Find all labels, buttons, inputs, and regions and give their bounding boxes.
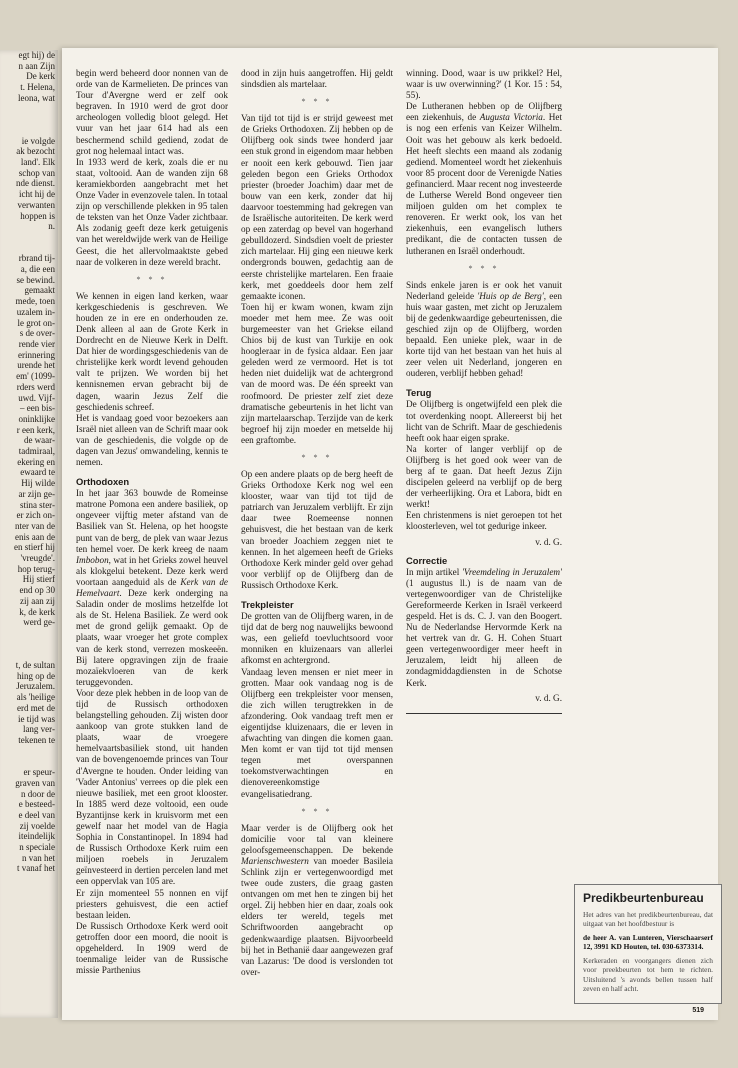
- subheading-orthodoxen: Orthodoxen: [76, 476, 130, 488]
- paragraph: dood in zijn huis aangetroffen. Hij geldt sindsdien als martelaar.: [241, 68, 393, 90]
- paragraph: Na korter of langer verblijf op de Olijfberg is het goed ook weer van de berg af te gaan. Dat heeft Jezus Zijn discipelen geleerd na verblijf op de berg der verheerlijking. Ora et Labora, bidt en werkt!: [406, 443, 562, 510]
- strip-text-line: iteindelijk: [18, 831, 55, 842]
- strip-text-line: e deel van: [18, 809, 55, 820]
- subheading-correctie: Correctie: [406, 554, 448, 566]
- paragraph: In mijn artikel 'Vreemdeling in Jeruzalem' (1 augustus ll.) is de naam van de vertegenwoordiger van de Christelijke Gereformeerde Kerken in Israël verkeerd gespeld. Het is ds. C. J. van den Boogert. Nu de Nederlandse Hervormde Kerk na het vertrek van dr. G. H. Cohen Stuart geen vertegenwoordiger meer heeft in Jeruzalem, leidt hij alleen de zondagmiddagdiensten in de Schotse Kerk.: [406, 566, 562, 688]
- strip-text-line: land'. Elk: [20, 157, 55, 168]
- strip-text-line: t vanaf het: [17, 863, 55, 874]
- strip-text-line: enis aan de: [15, 531, 55, 542]
- strip-text-line: erd met de: [17, 702, 55, 713]
- strip-text-line: t. Helena,: [20, 82, 55, 93]
- strip-text-line: uzalem in-: [16, 306, 55, 317]
- strip-text-line: de waar-: [23, 435, 55, 446]
- section-divider: * * *: [301, 453, 333, 462]
- strip-text-line: en stierf hij: [14, 542, 55, 553]
- strip-text-line: erinnering: [18, 349, 55, 360]
- section-divider: * * *: [301, 806, 333, 816]
- strip-text-line: ewaard te: [20, 467, 55, 478]
- paragraph: De Lutheranen hebben op de Olijfberg een ziekenhuis, de Augusta Victoria. Het is nog een erfenis van Keizer Wilhelm. Ooit was het gebouw als kerk bedoeld. Het heeft slechts een maand als zodanig gediend. Momenteel wordt het ziekenhuis voor 85 procent door de Verenigde Naties gefinancierd. Maar recent nog investeerde de Lutherse Wereld Bond ongeveer tien miljoen gulden om het complex te renoveren. Er werkt ook, los van het ziekenhuis, een evangelisch luthers predikant, die de contacten tussen de lutheranen en Israël onderhoudt.: [406, 101, 562, 256]
- strip-text-line: ar zijn ge-: [18, 488, 55, 499]
- column-1: [76, 68, 228, 988]
- strip-text-line: stina ster-: [19, 499, 55, 510]
- paragraph: De Russisch Orthodoxe Kerk werd ooit getroffen door een moord, die nooit is opgehelderd. In 1909 werd de toenmalige leider van de Russische missie Parthenius: [76, 920, 228, 976]
- strip-text-line: urende het: [17, 360, 55, 371]
- strip-text-line: se bewind.: [16, 274, 55, 285]
- strip-text-line: zij voelde: [19, 820, 55, 831]
- strip-text-line: De kerk: [26, 71, 55, 82]
- subheading-terug: Terug: [406, 387, 432, 399]
- strip-text-line: end op 30: [19, 585, 55, 596]
- strip-text-line: 'vreugde'.: [20, 553, 55, 564]
- strip-text-line: em' (1099-: [16, 371, 55, 382]
- author-signature: v. d. G.: [535, 692, 562, 703]
- subheading-trekpleister: Trekpleister: [241, 599, 294, 611]
- strip-text-line: rende vier: [18, 338, 55, 349]
- paragraph: De Olijfberg is ongetwijfeld een plek die tot overdenking noopt. Allereerst bij het licht van de Schrift. Maar de geschiedenis heeft ook haar eigen sprake.: [406, 399, 562, 443]
- strip-text-line: – een bis-: [20, 403, 55, 414]
- adjacent-page-strip: [0, 50, 58, 1018]
- strip-text-line: n aan Zijn: [18, 60, 55, 71]
- strip-text-line: n van het: [22, 852, 55, 863]
- strip-text-line: Hij stierf: [22, 574, 55, 585]
- paragraph: Van tijd tot tijd is er strijd geweest met de Grieks Orthodoxen. Zij hebben op de Olijfberg ook sinds twee honderd jaar een stuk grond in eigendom maar hebben er nooit een kerk gebouwd. Tien jaar geleden begon een Grieks Orthodox priester (broeder Joachim) daar met de bouw van een kerk, zonder dat hij daarvoor toestemming had gekregen van de Israëlische autoriteiten. De kerk werd op een zaterdag op bevel van hogerhand gebulldozerd. Sindsdien voelt de priester zich martelaar. Hij ging een nieuwe kerk ondergronds bouwen, gedachtig aan de eerste christelijke martelaren. Een fraaie kerk, met goeddeels door hem zelf gemaakte iconen.: [241, 113, 393, 301]
- strip-text-line: n.: [48, 221, 55, 232]
- strip-text-line: egt hij) de: [18, 50, 55, 60]
- strip-text-line: s de over-: [19, 328, 55, 339]
- paragraph: Op een andere plaats op de berg heeft de Grieks Orthodoxe Kerk nog wel een klooster, waar van tijd tot tijd de patriarch van Jeruzalem verblijft. Er zijn daar twee Roemeense nonnen gehuisvest, die het bestaan van de kerk van broeder Joachiem zeggen niet te kennen. In het algemeen heeft de Grieks Orthodoxe Kerk minder geld over gehad voor verblijf op de Olijfberg dan de Russisch Orthodoxe Kerk.: [241, 469, 393, 590]
- strip-text-line: [0, 649, 58, 660]
- strip-text-line: n door de: [21, 788, 55, 799]
- strip-text-line: er zich on-: [16, 510, 55, 521]
- strip-text-line: er speur-: [23, 767, 55, 778]
- paragraph: Toen hij er kwam wonen, kwam zijn moeder met hem mee. Ze was ooit burgemeester van het Griekse eiland Chios bij de kust van Turkije en ook hoogleraar in de fysica aldaar. Een jaar geleden werd ze vermoord. Het is tot heden niet duidelijk wat de achtergrond van de moord was. De één spreekt van roofmoord. De priester zelf ziet deze dramatische gebeurtenis in het licht van zijn martelaarschap. Terzijde van de kerk begroef hij zijn moeder en metselde hij een graftombe.: [241, 301, 393, 445]
- box-intro: Het adres van het predikbeurtenbureau, dat uitgaat van het hoofdbestuur is: [583, 910, 713, 929]
- strip-text-line: [0, 125, 58, 136]
- paragraph: Er zijn momenteel 55 nonnen en vijf priesters gehuisvest, die een actief bestaan leiden.: [76, 887, 228, 920]
- strip-text-line: tekenen te: [18, 735, 55, 745]
- strip-text-line: nde dienst.: [16, 178, 55, 189]
- strip-text-line: werd ge-: [23, 617, 55, 628]
- strip-text-line: tadmiraal,: [18, 446, 55, 457]
- strip-text-line: uwd. Vijf-: [18, 392, 55, 403]
- paragraph: Maar verder is de Olijfberg ook het domicilie voor tal van kleinere geloofsgemeenschappen. De bekende Marienschwestern van moeder Basileia Schlink zijn er vertegenwoordigd met twee oude zusters, die graag gasten ontvangen om met hen te zingen bij het orgel. Zij hebben hier en daar, zoals ook elders ter wereld, tegels met Schriftwoorden aangebracht op gedenkwaardige plaatsen. Bijvoorbeeld bij het in Bethanië daar aangewezen graf van Lazarus: 'De dood is verslonden tot over-: [241, 822, 393, 977]
- box-address: de heer A. van Lunteren, Vierschaarserf 12, 3991 KD Houten, tel. 030-6373314.: [583, 933, 713, 952]
- strip-text-line: r een kerk,: [16, 424, 55, 435]
- section-divider: * * *: [301, 97, 333, 107]
- box-note: Kerkeraden en voorgangers dienen zich voor preekbeurten tot hem te richten. Uitsluitend 's avonds bellen tussen half zeven en half acht.: [583, 956, 713, 993]
- strip-text-line: [0, 639, 58, 650]
- strip-text-line: zij aan zij: [20, 595, 55, 606]
- paragraph: Het is vandaag goed voor bezoekers aan Israël niet alleen van de Schrift maar ook van de geschiedenis, die volgde op de dagen van Jezus' omwandeling, kennis te nemen.: [76, 412, 228, 468]
- strip-text-line: rbrand tij-: [18, 253, 55, 264]
- strip-text-line: oninklijke: [18, 413, 55, 424]
- strip-text-line: lang ver-: [22, 724, 55, 735]
- strip-text-line: [0, 756, 58, 767]
- strip-text-line: [0, 104, 58, 115]
- strip-text-line: ie volgde: [21, 135, 55, 146]
- strip-text-line: [0, 746, 58, 757]
- strip-text-line: verwanten: [17, 199, 55, 210]
- paragraph: begin werd beheerd door nonnen van de orde van de Karmelieten. De princes van Tour d'Avergne werd er zelf ook begraven. In 1910 werd de grot door archeologen volledig bloot gelegd. Het vuur van het jaar 614 had als een beschermend schild gediend, zodat de grot nog helemaal intact was.: [76, 68, 228, 156]
- info-box-predikbeurtenbureau: [574, 884, 722, 1004]
- paragraph: winning. Dood, waar is uw prikkel? Hel, waar is uw overwinning?' (1 Kor. 15 : 54, 55).: [406, 68, 562, 101]
- box-title: Predikbeurtenbureau: [583, 891, 704, 905]
- strip-text-line: [0, 628, 58, 639]
- strip-text-line: Hij wilde: [21, 478, 55, 489]
- column-2: [241, 68, 393, 988]
- strip-text-line: graven van: [15, 777, 55, 788]
- strip-text-line: rders werd: [16, 381, 55, 392]
- strip-text-line: mede, toen: [15, 296, 55, 307]
- strip-text-line: ekering en: [17, 456, 55, 467]
- strip-text-line: schop van: [18, 167, 55, 178]
- column-3: [406, 68, 562, 988]
- strip-text-line: t, de sultan: [15, 660, 55, 671]
- strip-text-line: leona, wat: [18, 92, 55, 103]
- strip-text-line: ak bezocht: [16, 146, 55, 157]
- paragraph: Sinds enkele jaren is er ook het vanuit Nederland geleide 'Huis op de Berg', een huis waar gasten, met zicht op Jeruzalem bij de gedenkwaardige gebeurtenissen, die geschied zijn op de Olijfberg, worden bepaald. Een unieke plek, waar in de korte tijd van het bestaan van het huis al zeer velen uit Nederland, jongeren en ouderen, verblijf hebben gehad!: [406, 279, 562, 379]
- strip-text-line: [0, 232, 58, 243]
- strip-text-line: gemaakt: [24, 285, 55, 296]
- page-number: 519: [692, 1007, 704, 1014]
- paragraph: We kennen in eigen land kerken, waar kerkgeschiedenis is geschreven. We houden ze in ere en onderhouden ze. Denk alleen al aan de Grote Kerk in Dordrecht en de Nieuwe Kerk in Delft. Dat hier de wordingsgeschiedenis van de christelijke kerk wordt levend gehouden valt te prijzen. We worden bij het kennisnemen ervan gebracht bij de dagen, waarin Jezus Zelf die geschiedenis schreef.: [76, 290, 228, 412]
- paragraph: De grotten van de Olijfberg waren, in de tijd dat de berg nog nauwelijks bewoond was, een geliefd toevluchtsoord voor monniken en kluizenaars van allerlei afkomst en achtergrond.: [241, 611, 393, 666]
- paragraph: In 1933 werd de kerk, zoals die er nu staat, voltooid. Aan de wanden zijn 68 keramiekborden aangebracht met het Onze Vader in evenzovele talen. In totaal zijn op verschillende plekken in 95 talen de teksten van het Onze Vader zichtbaar. Als zodanig geeft deze kerk getuigenis van het wereldwijde werk van de Heilige Geest, die het allervolmaaktste gebed naar de volkeren in deze wereld bracht.: [76, 156, 228, 267]
- author-signature: v. d. G.: [535, 536, 562, 547]
- divider-line: [406, 713, 562, 714]
- strip-text-line: le grot on-: [17, 317, 55, 328]
- magazine-page: [62, 48, 718, 1020]
- strip-text-line: nter van de: [15, 520, 55, 531]
- paragraph: In het jaar 363 bouwde de Romeinse matrone Pomona een andere basiliek, op ongeveer vijftig meter afstand van de Basiliek van St. Helena, op het hoogste punt van de berg, de plek van waar Jezus ten hemel voer. De kerk kreeg de naam Imbobon, wat in het Grieks zowel heuvel als klokgelui betekent. Deze kerk werd voortaan aangeduid als de Kerk van de Hemelvaart. Deze kerk onderging na Saladin onder de moslims hetzelfde lot als de St. Helena Basiliek. Ze werd ook met de grond gelijk gemaakt. Op de plaats, waar vroeger het grote complex van de kerk stond, verrezen moskeeën. Bij latere opgravingen zijn de fraaie mozaïekvloeren van de kerk teruggevonden.: [76, 488, 228, 687]
- strip-text-line: e besteed-: [18, 799, 55, 810]
- paragraph: Een christenmens is niet geroepen tot het kloosterleven, wel tot gedurige inkeer.: [406, 510, 562, 532]
- strip-text-line: k, de kerk: [19, 606, 55, 617]
- strip-text-line: Jeruzalem.: [16, 681, 55, 692]
- strip-text-line: [0, 243, 58, 254]
- strip-text-line: hop terug-: [17, 563, 55, 574]
- strip-text-line: hing op de: [17, 670, 55, 681]
- strip-text-line: n speciale: [19, 842, 55, 853]
- strip-text-line: als 'heilige: [16, 692, 55, 703]
- paragraph: Vandaag leven mensen er niet meer in grotten. Maar ook vandaag nog is de Olijfberg een trekpleister voor mensen, die zich willen terugtrekken in de afzondering. Ook vandaag treft men er eigentijdse kluizenaars, die er leven in afwachting van dingen die komen gaan. Men komt er van tijd tot tijd mensen tegen met overspannen toekomstverwachtingen en dienovereenkomstige evangelisatiedrang.: [241, 666, 393, 799]
- strip-text-line: [0, 114, 58, 125]
- strip-text-line: a, die een: [20, 264, 55, 275]
- paragraph: Voor deze plek hebben in de loop van de tijd de Russisch orthodoxen belangstelling gehouden. Zij wisten door aankoop van grote stukken land de plaats, waar de vroegere hemelvaartsbasiliek stond, uit handen van de bovengenoemde princes van Tour d'Avergne te houden. Onder leiding van 'Vader Antonius' verrees op die plek een nieuwe basiliek, met een groot klooster. In 1885 werd deze voltooid, een oude Byzantijnse kerk in kruisvorm met een gewelf naar het model van de Hagia Sophia in Constantinopel. In 1894 had de Russisch Orthodoxe Kerk ruim een miljoen roebels in Jeruzalem geïnvesteerd in dertien percelen land met een oppervlak van 105 are.: [76, 687, 228, 887]
- section-divider: * * *: [136, 274, 168, 284]
- strip-text-line: icht hij de: [19, 189, 55, 200]
- strip-text-line: hoppen is: [20, 210, 55, 221]
- strip-text-line: ie tijd was: [18, 713, 55, 724]
- section-divider: * * *: [468, 263, 500, 273]
